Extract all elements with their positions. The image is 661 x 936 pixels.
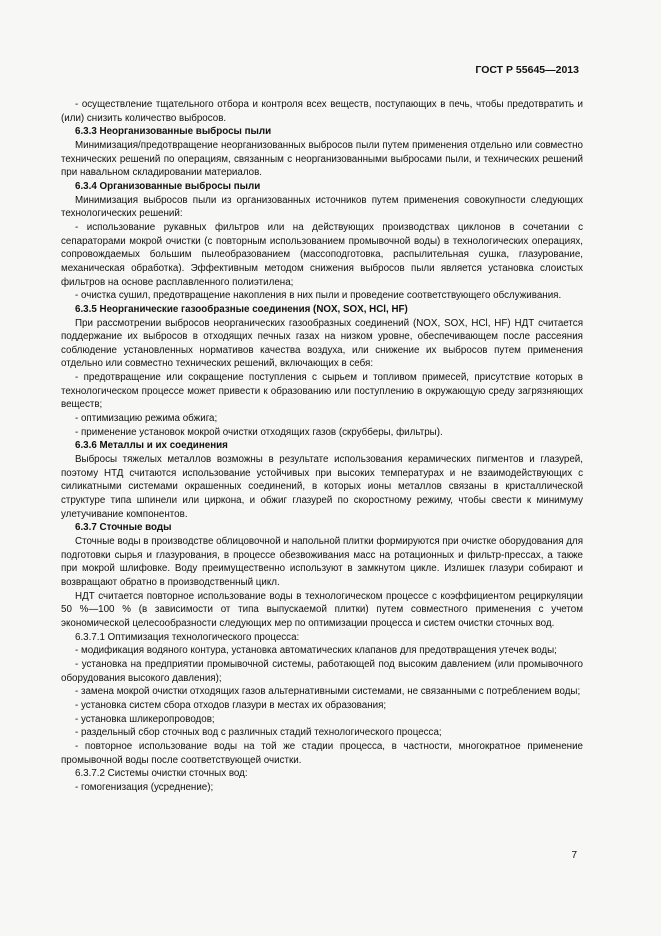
section-heading: 6.3.3 Неорганизованные выбросы пыли bbox=[75, 126, 272, 138]
section-heading: 6.3.6 Металлы и их соединения bbox=[75, 440, 228, 452]
subsection-heading: 6.3.7.1 Оптимизация технологического процесса: bbox=[75, 631, 300, 643]
section-heading: 6.3.7 Сточные воды bbox=[75, 522, 172, 534]
section-heading: 6.3.4 Организованные выбросы пыли bbox=[75, 180, 261, 192]
paragraph: Выбросы тяжелых металлов возможны в результате использования керамических пигментов и глазурей, поэтому НТД считаются использование устойчивых при высоких температурах и не взаимодействующих с силикатными системами окрашенных соединений, в которых ионы металлов связаны в кристаллической структуре типа шпинели или циркона, и обжиг глазурей по скоростному режиму, чтобы свести к минимуму улетучивание компонентов. bbox=[61, 454, 583, 520]
list-item: - установка систем сбора отходов глазури в местах их образования; bbox=[75, 699, 387, 711]
list-item: - гомогенизация (усреднение); bbox=[75, 781, 214, 793]
list-item: - замена мокрой очистки отходящих газов альтернативными системами, не связанными с потреблением воды; bbox=[75, 686, 581, 698]
page-content bbox=[61, 98, 583, 794]
list-item: - повторное использование воды на той же стадии процесса, в частности, многократное применение промывочной воды после соответствующей очистки. bbox=[61, 740, 583, 766]
list-item: - оптимизацию режима обжига; bbox=[75, 413, 218, 425]
list-item: - очистка сушил, предотвращение накопления в них пыли и проведение соответствующего обслуживания. bbox=[75, 290, 562, 302]
list-item: - применение установок мокрой очистки отходящих газов (скрубберы, фильтры). bbox=[75, 426, 443, 438]
paragraph: Минимизация/предотвращение неорганизованных выбросов пыли путем применения отдельно или совместно технических решений по операциям, связанным с неорганизованными выбросами пыли, и технических решений при навальном складировании материалов. bbox=[61, 139, 583, 179]
paragraph: НДТ считается повторное использование воды в технологическом процессе с коэффициентом рециркуляции 50 %—100 % (в зависимости от типа выпускаемой плитки) путем совместного применения с учетом экономической целесообразности следующих мер по оптимизации процесса и систем очистки сточных вод. bbox=[61, 590, 583, 629]
standard-header: ГОСТ Р 55645—2013 bbox=[475, 64, 579, 76]
list-item: - модификация водяного контура, установка автоматических клапанов для предотвращения утечек воды; bbox=[75, 645, 557, 657]
list-item: - использование рукавных фильтров или на действующих производствах циклонов в сочетании с сепараторами мокрой очистки (с повторным использованием промывочной воды) в технологических операциях, сопровождаемых большим пылеобразованием (массоподготовка, распылительная сушка, глазурование, механическая обработка). Эффективным методом снижения выбросов пыли является установка слоистых фильтров на основе расплавленного полиэтилена; bbox=[61, 221, 583, 288]
paragraph: Минимизация выбросов пыли из организованных источников путем применения совокупности следующих технологических решений: bbox=[61, 194, 583, 220]
list-item: - предотвращение или сокращение поступления с сырьем и топливом примесей, присутствие которых в технологическом процессе может привести к образованию или поступлению в окружающую среду загрязняющих веществ; bbox=[61, 372, 583, 411]
paragraph: Сточные воды в производстве облицовочной и напольной плитки формируются при очистке оборудования для подготовки сырья и глазурования, в процессе обезвоживания масс на ротационных и фильтр-прессах, а также при мокрой шлифовке. Воду преимущественно используют в замкнутом цикле. Излишек глазури собирают и возвращают обратно в производственный цикл. bbox=[61, 536, 583, 588]
subsection-heading: 6.3.7.2 Системы очистки сточных вод: bbox=[75, 768, 248, 780]
page-number: 7 bbox=[571, 850, 577, 861]
paragraph: При рассмотрении выбросов неорганических газообразных соединений (NOX, SOX, HCl, HF) НДТ считается поддержание их выбросов в отходящих печных газах на низком уровне, обеспечивающем после рассеяния соблюдение установленных нормативов качества воздуха, или снижение их выбросов путем применения отдельно или совместно технических решений, включающих в себя: bbox=[61, 317, 583, 370]
section-heading: 6.3.5 Неорганические газообразные соединения (NOX, SOX, HCl, HF) bbox=[75, 303, 408, 315]
paragraph: - осуществление тщательного отбора и контроля всех веществ, поступающих в печь, чтобы предотвратить и (или) снизить количество выбросов. bbox=[61, 99, 583, 124]
list-item: - установка на предприятии промывочной системы, работающей под высоким давлением (или промывочного оборудования высокого давления); bbox=[61, 658, 583, 684]
list-item: - установка шликеропроводов; bbox=[75, 713, 215, 725]
list-item: - раздельный сбор сточных вод с различных стадий технологического процесса; bbox=[75, 727, 442, 739]
